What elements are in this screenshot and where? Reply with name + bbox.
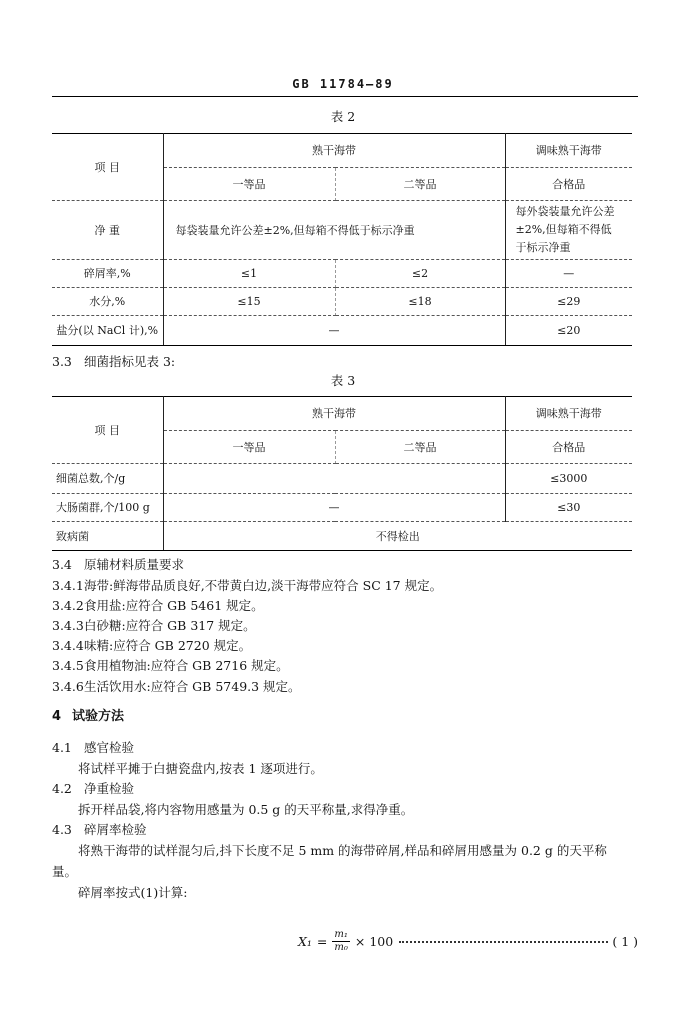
- section-text: 细菌指标见表 3:: [84, 354, 176, 369]
- header-rule: [52, 96, 638, 97]
- section-text: 食用盐:应符合 GB 5461 规定。: [84, 598, 264, 613]
- section-4-1-body: 将试样平摊于白搪瓷盘内,按表 1 逐项进行。: [78, 761, 323, 776]
- table3-item-header: 项 目: [52, 397, 163, 464]
- section-number: 3.4.4: [52, 638, 84, 653]
- section-3-4-4: [52, 638, 251, 654]
- table2-item-header: 项 目: [52, 134, 163, 201]
- table3-grade-qualified: 合格品: [505, 431, 632, 464]
- table3-row-coliform: [52, 494, 632, 522]
- total-bacteria-qualified: ≤3000: [505, 464, 632, 494]
- crumb-rate-qualified: —: [505, 260, 632, 288]
- section-number: 4.3: [52, 822, 72, 837]
- section-number: 3.4: [52, 557, 72, 572]
- section-number: 3.4.6: [52, 679, 84, 694]
- standard-code-header: GB 11784—89: [292, 77, 394, 91]
- crumb-rate-second: ≤2: [335, 260, 505, 288]
- total-bacteria-dried: [163, 464, 505, 494]
- section-number: 3.4.5: [52, 658, 84, 673]
- formula-number: ( 1 ): [612, 933, 638, 949]
- moisture-first: ≤15: [163, 288, 335, 316]
- section-text: 味精:应符合 GB 2720 规定。: [84, 638, 252, 653]
- section-3-4-1: [52, 578, 442, 594]
- table2-row-moisture: [52, 288, 632, 316]
- net-weight-seasoned-line: 于标示净重: [515, 241, 571, 254]
- coliform-dried: —: [163, 494, 505, 522]
- net-weight-seasoned: [505, 201, 632, 260]
- table3-header-row-1: [52, 397, 632, 431]
- section-text: 生活饮用水:应符合 GB 5749.3 规定。: [84, 679, 301, 694]
- moisture-label: 水分,%: [52, 288, 163, 316]
- section-4-heading: [52, 709, 124, 725]
- formula-denominator: m₀: [334, 941, 348, 953]
- total-bacteria-label: 细菌总数,个/g: [52, 464, 163, 494]
- net-weight-seasoned-line: ±2%,但每箱不得低: [515, 223, 612, 236]
- section-3-4: [52, 557, 184, 573]
- table2-row-crumb-rate: [52, 260, 632, 288]
- salt-qualified: ≤20: [505, 316, 632, 346]
- salt-label: 盐分(以 NaCl 计),%: [52, 316, 163, 346]
- table3-group-dried: 熟干海带: [163, 397, 505, 431]
- table2-group-dried: 熟干海带: [163, 134, 505, 168]
- table2-grade-second: 二等品: [335, 168, 505, 201]
- section-3-4-3: [52, 618, 256, 634]
- table3-row-total-bacteria: [52, 464, 632, 494]
- section-number: 3.3: [52, 354, 72, 369]
- table2-row-net-weight: [52, 201, 632, 260]
- section-number: 3.4.3: [52, 618, 84, 633]
- coliform-label: 大肠菌群,个/100 g: [52, 494, 163, 522]
- section-number: 4.2: [52, 781, 72, 796]
- pathogen-value: 不得检出: [163, 522, 632, 551]
- table2-grade-qualified: 合格品: [505, 168, 632, 201]
- section-4-2: [52, 781, 134, 797]
- section-4-3: [52, 822, 147, 838]
- net-weight-label: 净 重: [52, 201, 163, 260]
- section-number: 4: [52, 709, 62, 724]
- formula-fraction: [332, 929, 350, 954]
- formula-intro: 碎屑率按式(1)计算:: [78, 885, 188, 900]
- table2-group-seasoned: 调味熟干海带: [505, 134, 632, 168]
- section-4-1: [52, 740, 134, 756]
- dot-leader: [399, 941, 608, 943]
- net-weight-seasoned-line: 每外袋装量允许公差: [515, 205, 615, 218]
- table3-grade-second: 二等品: [335, 431, 505, 464]
- section-title: 感官检验: [84, 740, 135, 755]
- table3-row-pathogen: [52, 522, 632, 551]
- formula-equals: =: [316, 933, 328, 949]
- section-title: 碎屑率检验: [84, 822, 147, 837]
- coliform-qualified: ≤30: [505, 494, 632, 522]
- section-title: 原辅材料质量要求: [84, 557, 185, 572]
- formula-factor: × 100: [354, 933, 394, 949]
- table2-caption: 表 2: [330, 109, 356, 124]
- table2: [52, 133, 632, 346]
- section-title: 净重检验: [84, 781, 135, 796]
- section-3-3: [52, 354, 175, 370]
- table3-grade-first: 一等品: [163, 431, 335, 464]
- section-title: 试验方法: [72, 709, 125, 724]
- section-text: 海带:鲜海带品质良好,不带黄白边,淡干海带应符合 SC 17 规定。: [84, 578, 443, 593]
- section-4-2-body: 拆开样品袋,将内容物用感量为 0.5 g 的天平称量,求得净重。: [78, 802, 414, 817]
- section-text: 食用植物油:应符合 GB 2716 规定。: [84, 658, 289, 673]
- section-text: 白砂糖:应符合 GB 317 规定。: [84, 618, 256, 633]
- table2-grade-first: 一等品: [163, 168, 335, 201]
- formula-lhs: X₁: [298, 933, 312, 949]
- table2-row-salt: [52, 316, 632, 346]
- crumb-rate-first: ≤1: [163, 260, 335, 288]
- section-number: 3.4.2: [52, 598, 84, 613]
- section-number: 3.4.1: [52, 578, 84, 593]
- pathogen-label: 致病菌: [52, 522, 163, 551]
- section-4-3-body-line: 将熟干海带的试样混匀后,抖下长度不足 5 mm 的海带碎屑,样品和碎屑用感量为 0.2 g 的天平称: [78, 843, 607, 858]
- table2-header-row-1: [52, 134, 632, 168]
- table3-caption: 表 3: [330, 373, 356, 388]
- moisture-qualified: ≤29: [505, 288, 632, 316]
- salt-dried: —: [163, 316, 505, 346]
- section-3-4-5: [52, 658, 289, 674]
- table3: [52, 396, 632, 551]
- section-number: 4.1: [52, 740, 72, 755]
- net-weight-dried: 每袋装量允许公差±2%,但每箱不得低于标示净重: [163, 201, 505, 260]
- formula-1: [298, 926, 638, 956]
- table3-group-seasoned: 调味熟干海带: [505, 397, 632, 431]
- crumb-rate-label: 碎屑率,%: [52, 260, 163, 288]
- section-3-4-2: [52, 598, 264, 614]
- moisture-second: ≤18: [335, 288, 505, 316]
- formula-numerator: m₁: [334, 928, 348, 940]
- section-4-3-body-line: 量。: [52, 864, 78, 879]
- section-3-4-6: [52, 679, 301, 695]
